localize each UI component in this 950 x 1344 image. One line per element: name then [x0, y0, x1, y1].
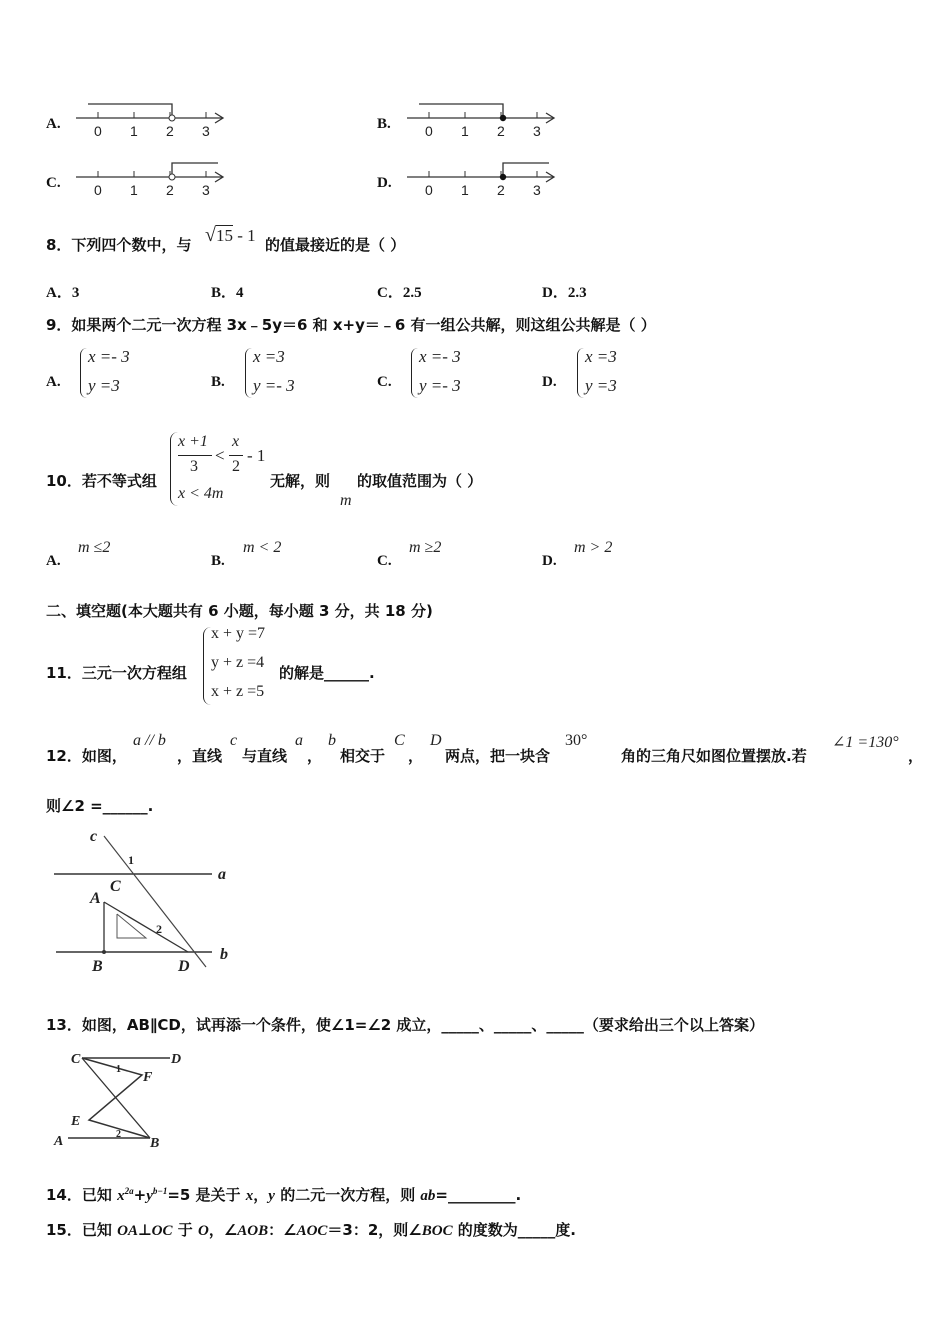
q7-option-a-label[interactable]: A.: [46, 116, 61, 132]
q8-stem-prefix: 8．下列四个数中，与: [46, 236, 192, 254]
label-angle-2: 2: [116, 1129, 121, 1140]
q12-text-9: ，: [908, 747, 924, 765]
q9-option-b-line2: y =- 3: [253, 376, 295, 395]
q12-text-8: 角的三角尺如图位置摆放.若: [621, 747, 807, 765]
q9-option-b-line1: x =3: [253, 347, 285, 366]
label-b: b: [220, 946, 228, 963]
q12-text-3: 与直线: [242, 747, 288, 765]
system-brace: [245, 348, 252, 398]
label-A: A: [90, 890, 101, 907]
q13-figure: [50, 1045, 200, 1155]
q9-stem: 9．如果两个二元一次方程 3x﹣5y＝6 和 x+y＝﹣6 有一组公共解，则这组公共解是（ ）: [46, 316, 656, 334]
sqrt-sign: √: [205, 224, 216, 246]
q9-option-c-line1: x =- 3: [419, 347, 461, 366]
q10-option-d-expr: m > 2: [574, 539, 613, 556]
q10-var-m: m: [340, 492, 352, 509]
q8-stem-suffix: 的值最接近的是（ ）: [265, 236, 406, 254]
q13-stem[interactable]: 13．如图，AB∥CD，试再添一个条件，使∠1=∠2 成立，_____、_____、_____（要求给出三个以上答案）: [46, 1016, 764, 1034]
frac2-numerator: x: [232, 433, 240, 450]
tick-label: 0: [94, 182, 102, 198]
q12-point-d: D: [430, 732, 442, 749]
label-B: B: [92, 958, 103, 975]
system-brace: [203, 627, 211, 705]
tick-label: 3: [533, 182, 541, 198]
label-angle-1: 1: [116, 1064, 121, 1075]
q12-text-5: 相交于: [340, 747, 386, 765]
q11-eq2: y + z =4: [211, 654, 265, 671]
q11-stem-prefix: 11．三元一次方程组: [46, 664, 187, 682]
q14-stem[interactable]: 14．已知 $x^{2a}+y^{b-1}=5$ 是关于 x，y 的二元一次方程，则 ab=_________.: [46, 1186, 522, 1204]
q7-option-a-numberline: [72, 98, 232, 142]
q9-option-c-line2: y =- 3: [419, 376, 461, 395]
tick-label: 0: [425, 123, 433, 139]
q12-angle-1: ∠1 =130°: [832, 734, 899, 751]
q10-option-d-label[interactable]: D.: [542, 553, 557, 569]
q12-var-a: a: [295, 732, 303, 749]
tick-label: 1: [130, 182, 138, 198]
q10-option-a-expr: m ≤2: [78, 539, 111, 556]
tick-label: 0: [94, 123, 102, 139]
q12-a-parallel-b: a // b: [133, 732, 166, 749]
frac2-bar: [229, 455, 243, 456]
q10-stem-middle: 无解，则: [270, 472, 331, 490]
frac2-denominator: 2: [232, 458, 240, 475]
tick-label: 2: [497, 123, 505, 139]
q7-option-c-label[interactable]: C.: [46, 175, 61, 191]
tick-label: 0: [425, 182, 433, 198]
q10-option-c-expr: m ≥2: [409, 539, 442, 556]
radical-tail: - 1: [232, 226, 256, 245]
q10-line2: x < 4m: [178, 485, 224, 502]
tick-label: 3: [533, 123, 541, 139]
radicand: 15: [215, 226, 233, 245]
label-angle-2: 2: [156, 922, 162, 936]
frac1-bar: [178, 455, 212, 456]
q12-text-6: ，: [408, 747, 424, 765]
q8-option-c[interactable]: C．2.5: [377, 285, 422, 301]
label-C: C: [71, 1052, 81, 1067]
label-E: E: [71, 1114, 81, 1129]
q9-option-c-label[interactable]: C.: [377, 374, 392, 390]
tick-label: 1: [130, 123, 138, 139]
q12-line-2[interactable]: 则∠2 =______.: [46, 797, 154, 815]
q10-stem-suffix: 的取值范围为（ ）: [357, 472, 483, 490]
system-brace: [411, 348, 418, 398]
tick-label: 2: [166, 123, 174, 139]
q11-stem-suffix[interactable]: 的解是______.: [279, 664, 375, 682]
tick-label: 3: [202, 123, 210, 139]
q9-option-b-label[interactable]: B.: [211, 374, 225, 390]
system-brace: [170, 432, 178, 506]
q9-option-a-line2: y =3: [88, 376, 120, 395]
q7-option-c-numberline: [72, 157, 232, 201]
less-than: <: [215, 446, 225, 465]
q9-option-d-line2: y =3: [585, 376, 617, 395]
q10-option-c-label[interactable]: C.: [377, 553, 392, 569]
q10-option-a-label[interactable]: A.: [46, 553, 61, 569]
line-c: [104, 836, 206, 967]
frac1-numerator: x +1: [178, 433, 208, 450]
label-C: C: [110, 878, 121, 895]
label-A: A: [54, 1134, 64, 1149]
q12-point-c: C: [394, 732, 405, 749]
tick-label: 1: [461, 123, 469, 139]
q7-option-b-label[interactable]: B.: [377, 116, 391, 132]
label-c: c: [90, 828, 98, 845]
tick-label: 3: [202, 182, 210, 198]
q8-option-a[interactable]: A．3: [46, 285, 80, 301]
q12-text-1: 12．如图，: [46, 747, 127, 765]
system-brace: [80, 348, 87, 398]
q12-var-b: b: [328, 732, 336, 749]
q10-stem-prefix: 10．若不等式组: [46, 472, 157, 490]
q12-text-2: ，直线: [177, 747, 223, 765]
q9-option-d-line1: x =3: [585, 347, 617, 366]
label-a: a: [218, 866, 226, 883]
q10-option-b-label[interactable]: B.: [211, 553, 225, 569]
label-D: D: [178, 958, 190, 975]
q11-eq3: x + z =5: [211, 683, 265, 700]
q12-figure: [50, 825, 240, 975]
q12-text-7: 两点，把一块含: [445, 747, 551, 765]
triangle-inner: [117, 914, 146, 938]
q12-text-4: ，: [307, 747, 323, 765]
label-B: B: [150, 1136, 160, 1151]
tick-label: 2: [166, 182, 174, 198]
q7-option-d-numberline: [403, 157, 563, 201]
tick-label: 1: [461, 182, 469, 198]
q12-var-c: c: [230, 732, 238, 749]
q15-stem[interactable]: 15．已知 OA⊥OC 于 O，∠AOB：∠AOC＝3：2，则∠BOC 的度数为_____度.: [46, 1221, 576, 1239]
label-angle-1: 1: [128, 853, 134, 867]
q9-option-a-line1: x =- 3: [88, 347, 130, 366]
section-2-title: 二、填空题(本大题共有 6 小题，每小题 3 分，共 18 分): [46, 602, 433, 620]
tick-label: 2: [497, 182, 505, 198]
q7-option-d-label[interactable]: D.: [377, 175, 392, 191]
q8-option-b[interactable]: B．4: [211, 285, 244, 301]
q10-option-b-expr: m < 2: [243, 539, 282, 556]
q9-option-d-label[interactable]: D.: [542, 374, 557, 390]
q12-degree-30: 30°: [565, 732, 588, 749]
label-F: F: [143, 1070, 153, 1085]
q11-eq1: x + y =7: [211, 625, 266, 642]
q7-option-b-numberline: [403, 98, 563, 142]
system-brace: [577, 348, 584, 398]
frac1-denominator: 3: [190, 458, 198, 475]
minus-one: - 1: [247, 446, 266, 465]
label-D: D: [171, 1052, 182, 1067]
q8-option-d[interactable]: D．2.3: [542, 285, 587, 301]
q8-radical: [205, 224, 256, 247]
q9-option-a-label[interactable]: A.: [46, 374, 61, 390]
